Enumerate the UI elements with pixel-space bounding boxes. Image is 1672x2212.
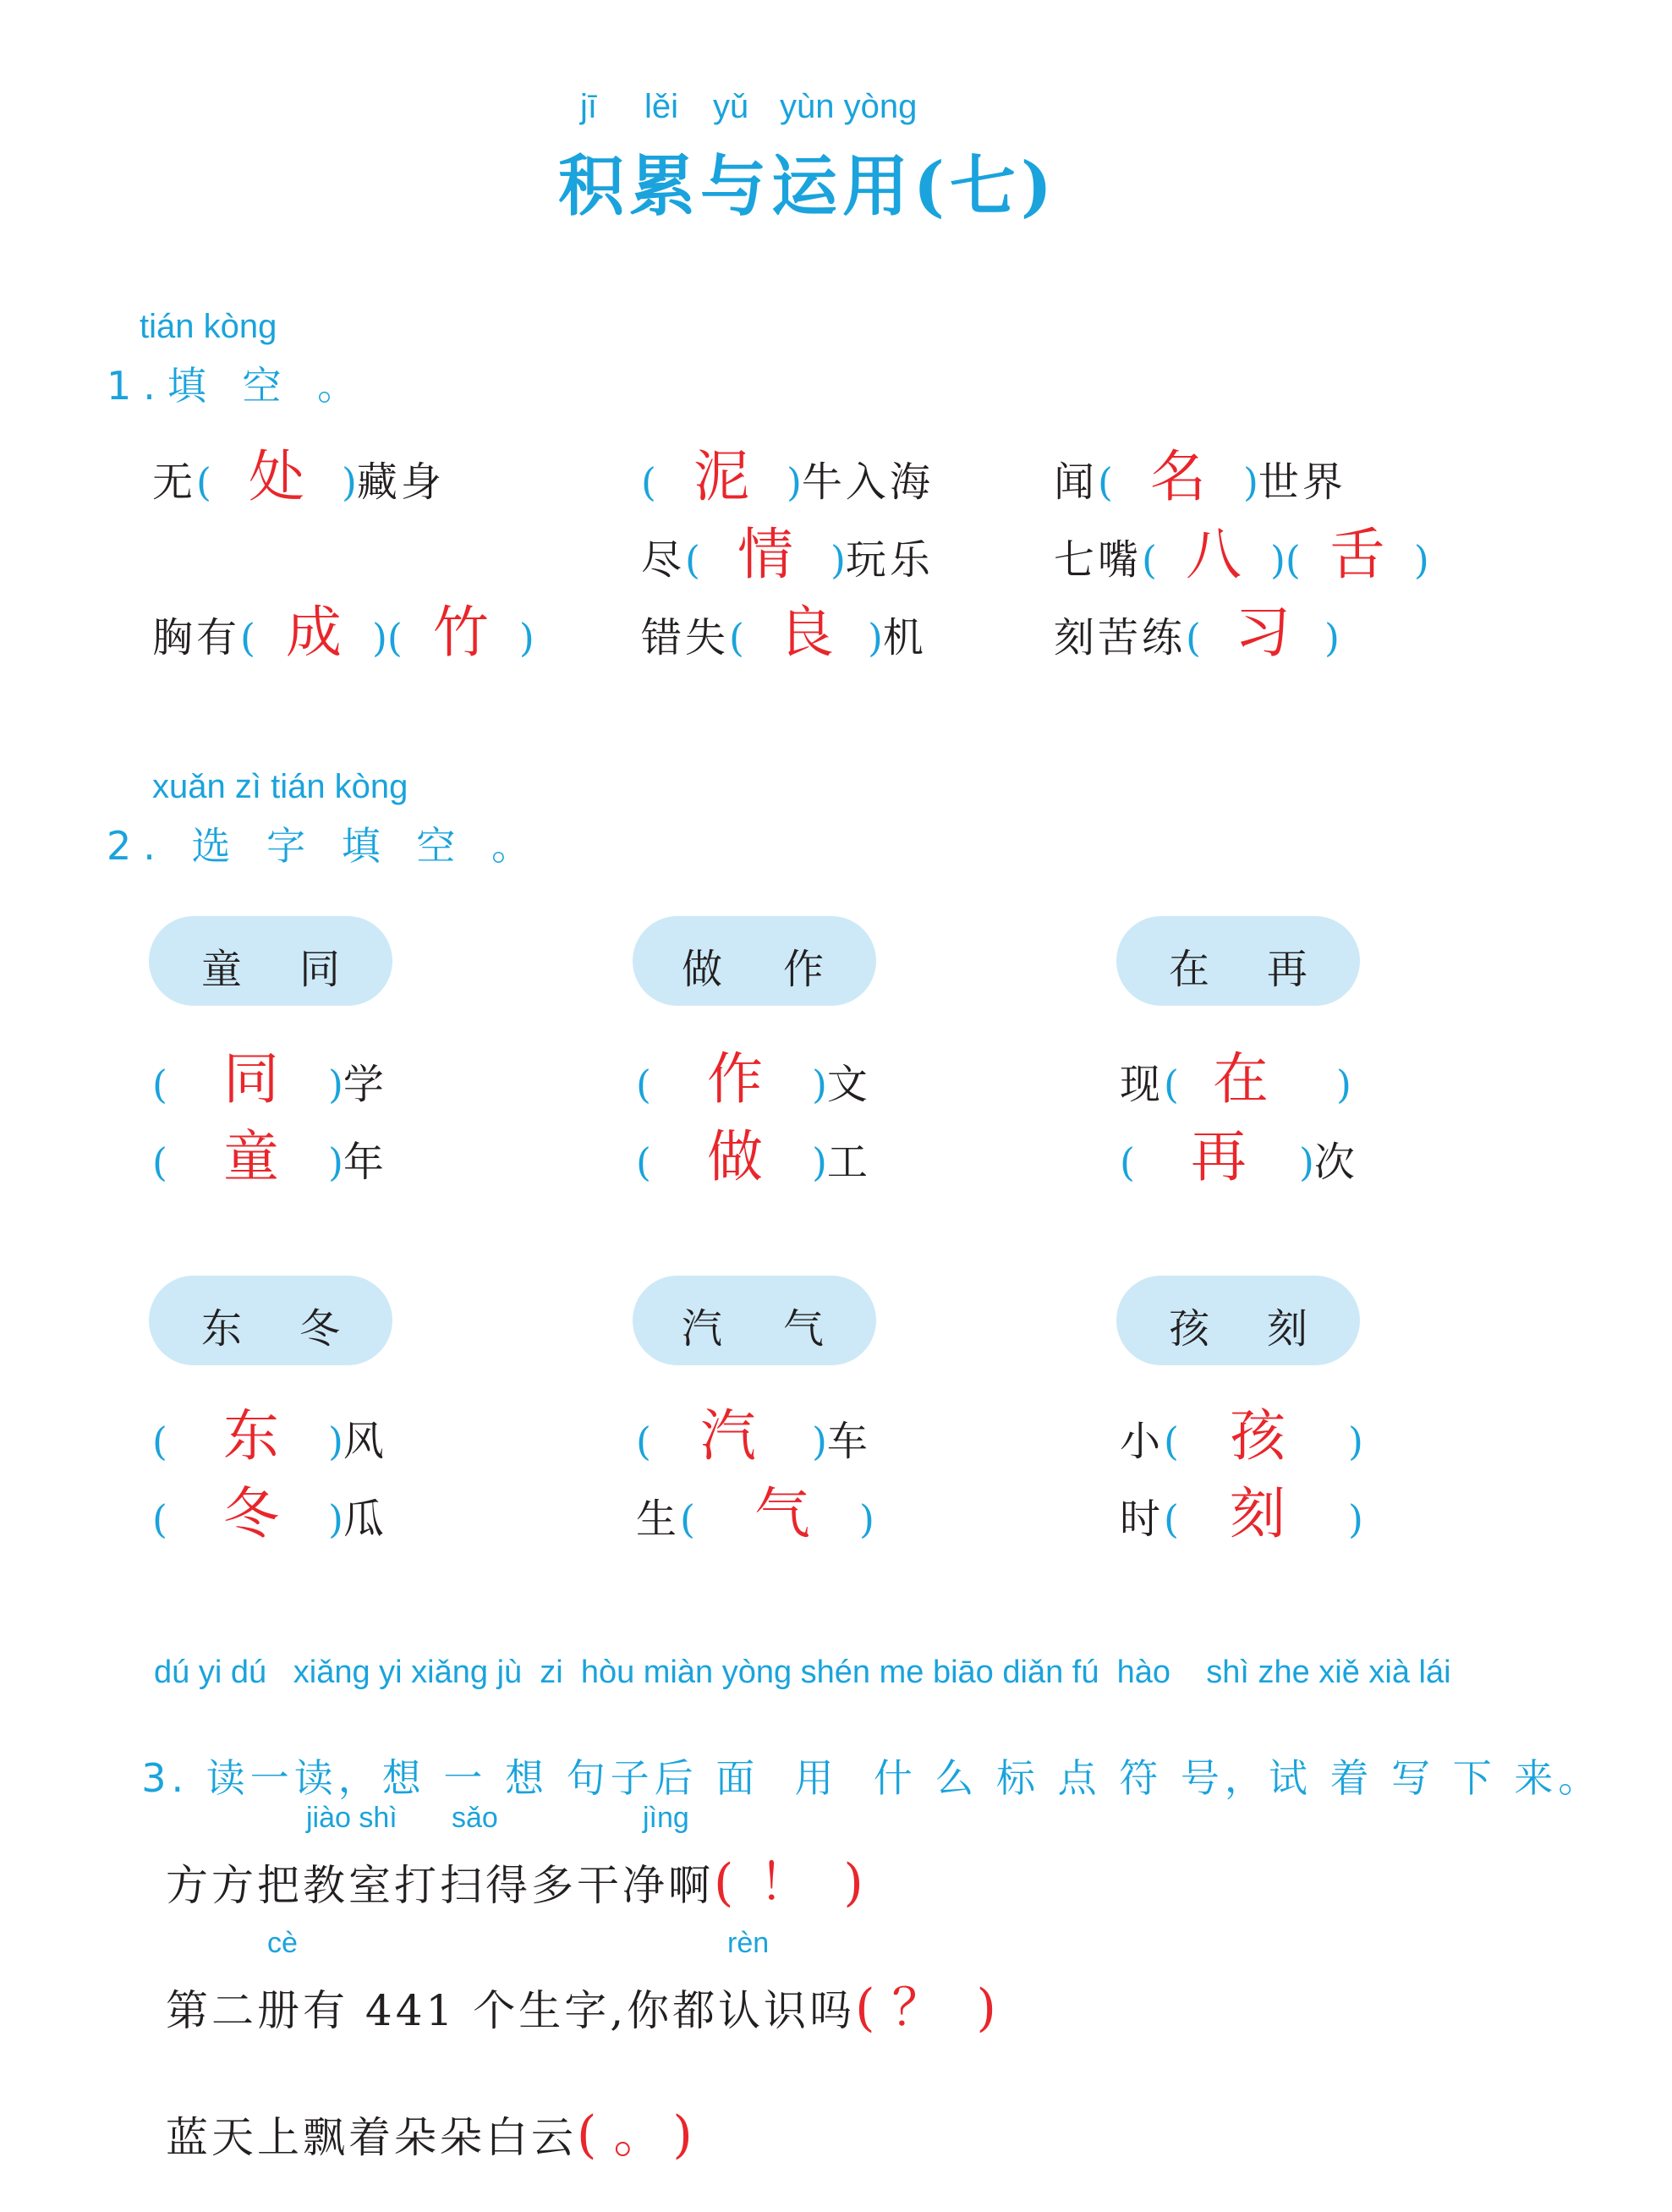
answer: 东 — [222, 1403, 279, 1468]
char-choice-pill: 在 再 — [1116, 916, 1360, 1006]
fill-item: 尽( 情 )玩乐 — [641, 522, 934, 587]
sentence: 蓝天上飘着朵朵白云( 。 ) — [166, 2105, 693, 2165]
answer: 气 — [754, 1481, 810, 1546]
title-pinyin-4: yùn yòng — [780, 88, 918, 125]
section1-heading — [107, 355, 368, 411]
answer: 泥 — [693, 444, 749, 509]
fill-item: 胸有( 成 )( 竹 ) — [152, 600, 534, 665]
answer: 刻 — [1229, 1481, 1286, 1546]
fill-item: ( 汽 )车 — [636, 1403, 871, 1468]
answer: 八 — [1185, 522, 1242, 587]
section2-number: 2. — [107, 823, 167, 869]
fill-item: ( 同 )学 — [152, 1046, 387, 1111]
answer: 处 — [248, 444, 304, 509]
fill-item: 无( 处 )藏身 — [152, 444, 445, 509]
char-choice-pill: 孩 刻 — [1116, 1276, 1360, 1365]
section2-heading — [107, 815, 542, 871]
section3-title: 读一读，想 一 想 句子后 面 用 什 么 标 点 符 号，试 着 写 下 来。 — [206, 1755, 1603, 1801]
answer: 孩 — [1229, 1403, 1286, 1468]
answer: 名 — [1149, 444, 1206, 509]
answer: 成 — [285, 600, 342, 665]
fill-item: 闻( 名 )世界 — [1054, 444, 1346, 509]
section1-title: 填 空 。 — [167, 363, 369, 409]
char-choice-pill: 汽 气 — [633, 1276, 876, 1365]
answer: 良 — [777, 600, 834, 665]
answer: 情 — [737, 522, 793, 587]
section3-heading — [107, 1702, 1602, 1803]
sentence: 第二册有 441 个生字,你都认识吗( ？ ) — [166, 1979, 996, 2038]
fill-item: ( 泥 )牛入海 — [641, 444, 934, 509]
answer: 同 — [222, 1046, 279, 1111]
answer: 冬 — [222, 1481, 279, 1546]
word-pinyin: cè — [267, 1927, 298, 1959]
char-choice-pill: 东 冬 — [149, 1276, 392, 1365]
page-title: 积累与运用(七) — [558, 148, 1057, 225]
section1-number: 1. — [107, 363, 167, 409]
fill-item: ( 冬 )瓜 — [152, 1481, 387, 1546]
answer: 再 — [1190, 1124, 1247, 1189]
fill-item: 现( 在 ) — [1120, 1046, 1351, 1111]
fill-item: 错失( 良 )机 — [641, 600, 927, 665]
fill-item: 时( 刻 ) — [1120, 1481, 1363, 1546]
answer: 在 — [1212, 1046, 1269, 1111]
section3-number: 3. — [141, 1755, 189, 1801]
fill-item: ( 东 )风 — [152, 1403, 387, 1468]
word-pinyin: rèn — [727, 1927, 770, 1959]
section1-pinyin: tián kòng — [140, 308, 277, 345]
char-choice-pill: 做 作 — [633, 916, 876, 1006]
fill-item: ( 做 )工 — [636, 1124, 871, 1189]
answer: 做 — [706, 1124, 763, 1189]
word-pinyin: jìng — [643, 1802, 689, 1834]
title-pinyin-3: yǔ — [713, 88, 749, 125]
punctuation-answer: ！ — [759, 1853, 810, 1913]
title-pinyin-1: jī — [580, 88, 597, 125]
answer: 童 — [222, 1124, 279, 1189]
answer: 竹 — [432, 600, 489, 665]
section2-pinyin: xuǎn zì tián kòng — [152, 768, 408, 805]
fill-item: ( 童 )年 — [152, 1124, 387, 1189]
fill-item: 小( 孩 ) — [1120, 1403, 1363, 1468]
word-pinyin: jiào shì — [306, 1802, 397, 1834]
title-pinyin-2: lěi — [644, 88, 679, 125]
fill-item: ( 作 )文 — [636, 1046, 871, 1111]
fill-item: ( 再 )次 — [1120, 1124, 1358, 1189]
answer: 舌 — [1329, 522, 1385, 587]
answer: 作 — [706, 1046, 763, 1111]
section2-title: 选 字 填 空 。 — [191, 823, 543, 869]
sentence: 方方把教室打扫得多干净啊( ！ ) — [166, 1853, 863, 1913]
word-pinyin: sǎo — [452, 1802, 498, 1834]
fill-item: 七嘴( 八 )( 舌 ) — [1054, 522, 1429, 587]
char-choice-pill: 童 同 — [149, 916, 392, 1006]
fill-item: 刻苦练( 习 ) — [1054, 600, 1340, 665]
punctuation-answer: ？ — [891, 1979, 943, 2038]
answer: 习 — [1234, 600, 1291, 665]
answer: 汽 — [699, 1403, 756, 1468]
fill-item: 生( 气 ) — [636, 1481, 874, 1546]
section3-pinyin: dú yi dú xiǎng yi xiǎng jù zi hòu miàn yòng shén me biāo diǎn fú hào shì zhe xiě xià lái — [154, 1655, 1451, 1690]
punctuation-answer: 。 — [613, 2105, 639, 2165]
